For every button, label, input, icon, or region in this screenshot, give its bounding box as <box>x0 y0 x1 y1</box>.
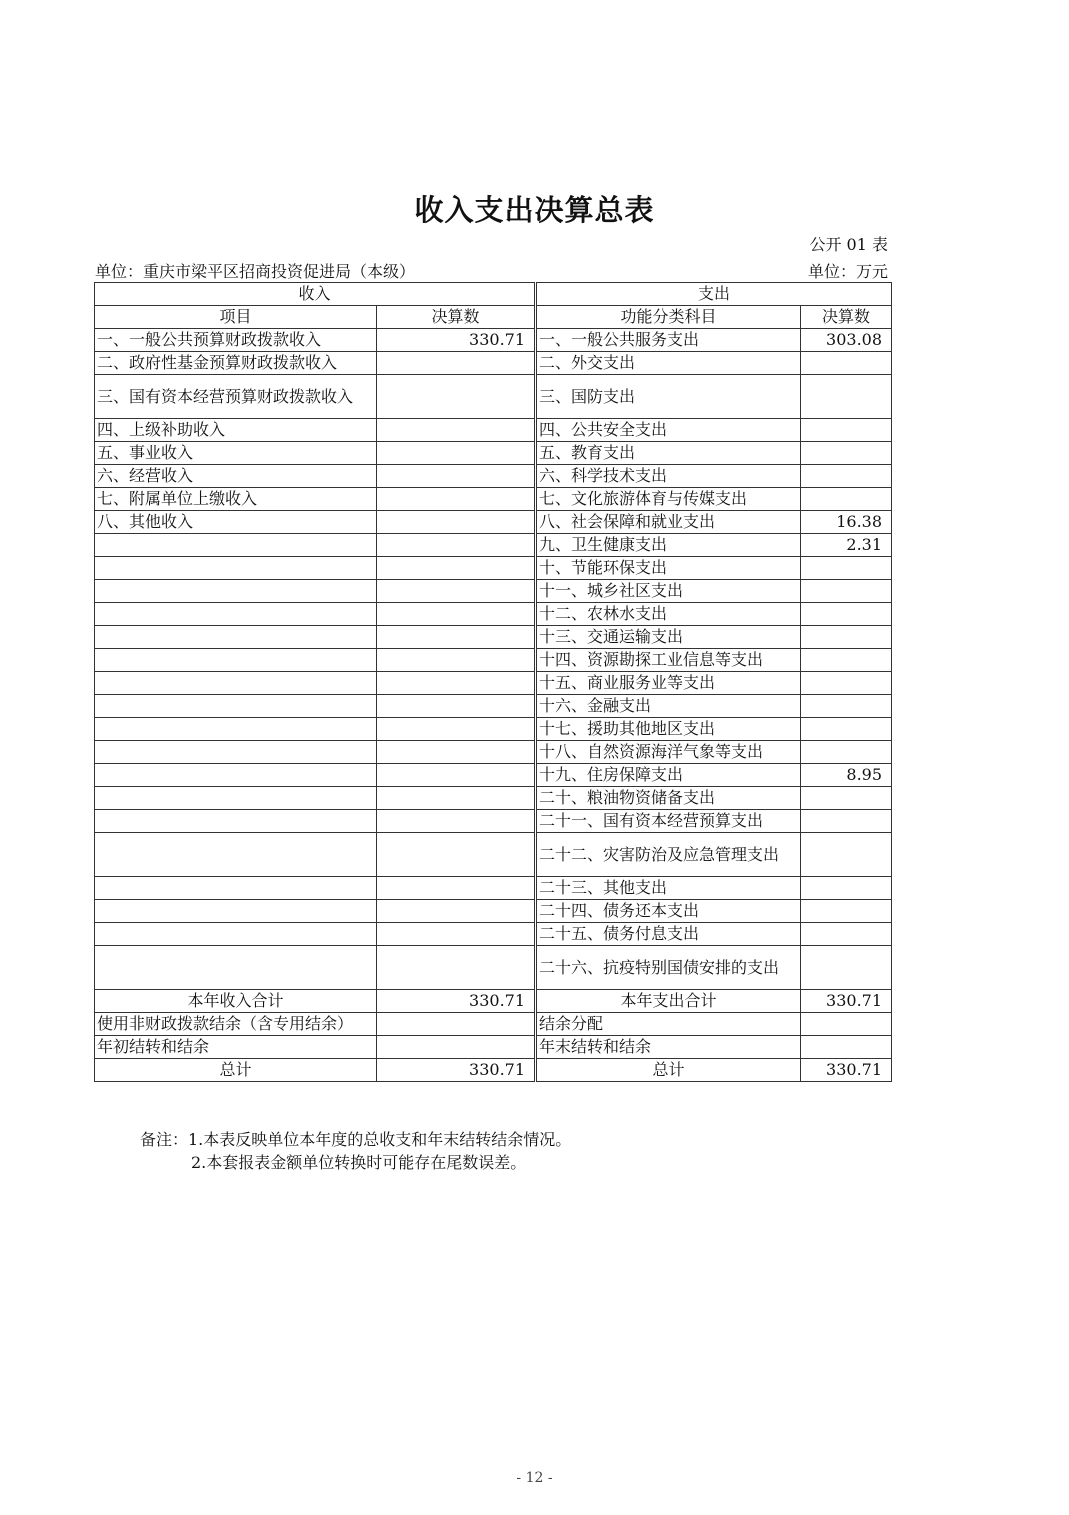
expense-amount-cell <box>801 580 892 603</box>
header-row-groups <box>95 283 892 306</box>
expense-amount-cell <box>801 1036 892 1059</box>
income-item-cell <box>95 672 377 695</box>
expense-amount-cell <box>801 488 892 511</box>
income-item-cell <box>95 810 377 833</box>
expense-item-cell: 二十三、其他支出 <box>537 877 801 900</box>
expense-item-cell: 九、卫生健康支出 <box>537 534 801 557</box>
table-row <box>95 511 892 534</box>
expense-amount-cell <box>801 787 892 810</box>
expense-item-cell: 十四、资源勘探工业信息等支出 <box>537 649 801 672</box>
expense-amount-cell <box>801 877 892 900</box>
income-amount-cell <box>377 603 535 626</box>
expense-amount-cell: 16.38 <box>801 511 892 534</box>
income-item-header: 项目 <box>95 306 377 329</box>
income-item-cell: 四、上级补助收入 <box>95 419 377 442</box>
expense-amount-cell <box>801 557 892 580</box>
income-amount-cell <box>377 764 535 787</box>
note-1: 备注：1.本表反映单位本年度的总收支和年末结转结余情况。 <box>140 1130 572 1149</box>
income-amount-cell <box>377 923 535 946</box>
table-row <box>95 557 892 580</box>
report-title: 收入支出决算总表 <box>414 193 655 227</box>
income-amount-cell <box>377 580 535 603</box>
unit-organization: 单位：重庆市梁平区招商投资促进局（本级） <box>95 262 416 281</box>
income-item-cell: 一、一般公共预算财政拨款收入 <box>95 329 377 352</box>
income-item-cell <box>95 626 377 649</box>
income-item-cell <box>95 923 377 946</box>
income-amount-cell <box>377 741 535 764</box>
income-item-cell <box>95 900 377 923</box>
expense-item-cell: 二十二、灾害防治及应急管理支出 <box>537 833 801 877</box>
expense-item-cell: 十八、自然资源海洋气象等支出 <box>537 741 801 764</box>
income-item-cell <box>95 787 377 810</box>
table-row <box>95 946 892 990</box>
expense-item-cell: 十、节能环保支出 <box>537 557 801 580</box>
expense-item-cell: 总计 <box>537 1059 801 1082</box>
income-amount-cell <box>377 419 535 442</box>
expense-item-cell: 六、科学技术支出 <box>537 465 801 488</box>
expense-amount-cell <box>801 672 892 695</box>
table-row <box>95 787 892 810</box>
income-header: 收入 <box>95 283 535 306</box>
table-row <box>95 442 892 465</box>
expense-item-cell: 二十四、债务还本支出 <box>537 900 801 923</box>
income-amount-cell <box>377 557 535 580</box>
expense-item-cell: 本年支出合计 <box>537 990 801 1013</box>
expense-item-cell: 十六、金融支出 <box>537 695 801 718</box>
total-row <box>95 1036 892 1059</box>
expense-amount-cell <box>801 375 892 419</box>
income-amount-cell <box>377 877 535 900</box>
income-amount-cell <box>377 442 535 465</box>
income-amount-cell <box>377 534 535 557</box>
income-amount-cell <box>377 810 535 833</box>
income-amount-cell <box>377 1013 535 1036</box>
table-row <box>95 877 892 900</box>
total-row <box>95 1013 892 1036</box>
income-amount-cell: 330.71 <box>377 1059 535 1082</box>
income-item-cell <box>95 557 377 580</box>
expense-header: 支出 <box>537 283 892 306</box>
expense-amount-cell <box>801 649 892 672</box>
income-amount-cell <box>377 718 535 741</box>
expense-item-cell: 十三、交通运输支出 <box>537 626 801 649</box>
expense-amount-cell <box>801 946 892 990</box>
table-row <box>95 833 892 877</box>
income-item-cell: 六、经营收入 <box>95 465 377 488</box>
expense-amount-cell: 8.95 <box>801 764 892 787</box>
income-item-cell: 年初结转和结余 <box>95 1036 377 1059</box>
expense-amount-cell: 330.71 <box>801 990 892 1013</box>
expense-amount-cell <box>801 442 892 465</box>
income-amount-cell <box>377 465 535 488</box>
table-row <box>95 329 892 352</box>
expense-amount-cell <box>801 718 892 741</box>
table-row <box>95 695 892 718</box>
table-row <box>95 810 892 833</box>
table-row <box>95 375 892 419</box>
table-row <box>95 718 892 741</box>
expense-amount-header: 决算数 <box>801 306 892 329</box>
table-row <box>95 741 892 764</box>
income-item-cell <box>95 877 377 900</box>
expense-item-cell: 八、社会保障和就业支出 <box>537 511 801 534</box>
income-item-cell <box>95 695 377 718</box>
expense-item-cell: 二十五、债务付息支出 <box>537 923 801 946</box>
expense-item-cell: 二十六、抗疫特别国债安排的支出 <box>537 946 801 990</box>
income-amount-cell <box>377 833 535 877</box>
income-item-cell: 五、事业收入 <box>95 442 377 465</box>
note-2: 2.本套报表金额单位转换时可能存在尾数误差。 <box>191 1153 527 1172</box>
income-item-cell <box>95 534 377 557</box>
expense-amount-cell: 2.31 <box>801 534 892 557</box>
income-amount-cell <box>377 626 535 649</box>
expense-item-cell: 三、国防支出 <box>537 375 801 419</box>
notes <box>140 1128 571 1174</box>
expense-amount-cell <box>801 923 892 946</box>
header-row-columns <box>95 306 892 329</box>
table-row <box>95 923 892 946</box>
expense-item-cell: 二十一、国有资本经营预算支出 <box>537 810 801 833</box>
table-row <box>95 534 892 557</box>
income-amount-cell <box>377 900 535 923</box>
table-row <box>95 488 892 511</box>
income-item-cell <box>95 649 377 672</box>
expense-item-cell: 四、公共安全支出 <box>537 419 801 442</box>
total-row <box>95 1059 892 1082</box>
income-amount-cell <box>377 672 535 695</box>
income-amount-cell <box>377 695 535 718</box>
income-item-cell <box>95 603 377 626</box>
income-amount-cell <box>377 375 535 419</box>
income-item-cell: 八、其他收入 <box>95 511 377 534</box>
income-amount-cell <box>377 352 535 375</box>
table-row <box>95 465 892 488</box>
expense-item-cell: 二十、粮油物资储备支出 <box>537 787 801 810</box>
expense-item-cell: 十二、农林水支出 <box>537 603 801 626</box>
income-item-cell: 三、国有资本经营预算财政拨款收入 <box>95 375 377 419</box>
expense-amount-cell <box>801 741 892 764</box>
expense-amount-cell: 303.08 <box>801 329 892 352</box>
expense-item-header: 功能分类科目 <box>537 306 801 329</box>
expense-amount-cell <box>801 419 892 442</box>
unit-currency: 单位：万元 <box>807 262 888 281</box>
income-item-cell <box>95 580 377 603</box>
expense-amount-cell <box>801 833 892 877</box>
income-amount-cell <box>377 1036 535 1059</box>
income-amount-cell: 330.71 <box>377 329 535 352</box>
expense-amount-cell <box>801 626 892 649</box>
income-item-cell <box>95 741 377 764</box>
income-amount-cell <box>377 787 535 810</box>
table-row <box>95 900 892 923</box>
expense-amount-cell <box>801 465 892 488</box>
expense-item-cell: 十五、商业服务业等支出 <box>537 672 801 695</box>
table-row <box>95 626 892 649</box>
expense-item-cell: 五、教育支出 <box>537 442 801 465</box>
expense-amount-cell <box>801 352 892 375</box>
expense-item-cell: 十九、住房保障支出 <box>537 764 801 787</box>
expense-amount-cell <box>801 603 892 626</box>
expense-amount-cell <box>801 1013 892 1036</box>
table-row <box>95 649 892 672</box>
income-item-cell <box>95 764 377 787</box>
income-item-cell <box>95 833 377 877</box>
table-row <box>95 419 892 442</box>
expense-item-cell: 十一、城乡社区支出 <box>537 580 801 603</box>
expense-amount-cell: 330.71 <box>801 1059 892 1082</box>
income-item-cell: 七、附属单位上缴收入 <box>95 488 377 511</box>
expense-item-cell: 一、一般公共服务支出 <box>537 329 801 352</box>
table-row <box>95 352 892 375</box>
income-item-cell: 总计 <box>95 1059 377 1082</box>
income-amount-cell <box>377 511 535 534</box>
page-number: - 12 - <box>516 1470 553 1486</box>
form-number: 公开 01 表 <box>809 235 888 254</box>
income-amount-cell: 330.71 <box>377 990 535 1013</box>
expense-item-cell: 七、文化旅游体育与传媒支出 <box>537 488 801 511</box>
table-row <box>95 672 892 695</box>
income-item-cell <box>95 946 377 990</box>
expense-amount-cell <box>801 695 892 718</box>
income-amount-cell <box>377 649 535 672</box>
expense-item-cell: 年末结转和结余 <box>537 1036 801 1059</box>
income-item-cell: 使用非财政拨款结余（含专用结余） <box>95 1013 377 1036</box>
income-item-cell: 二、政府性基金预算财政拨款收入 <box>95 352 377 375</box>
income-amount-header: 决算数 <box>377 306 535 329</box>
expense-amount-cell <box>801 810 892 833</box>
expense-item-cell: 十七、援助其他地区支出 <box>537 718 801 741</box>
expense-amount-cell <box>801 900 892 923</box>
income-expense-table <box>94 282 892 1082</box>
table-row <box>95 580 892 603</box>
total-row <box>95 990 892 1013</box>
income-item-cell <box>95 718 377 741</box>
table-row <box>95 603 892 626</box>
table-row <box>95 764 892 787</box>
expense-item-cell: 结余分配 <box>537 1013 801 1036</box>
expense-item-cell: 二、外交支出 <box>537 352 801 375</box>
income-amount-cell <box>377 488 535 511</box>
income-item-cell: 本年收入合计 <box>95 990 377 1013</box>
income-amount-cell <box>377 946 535 990</box>
